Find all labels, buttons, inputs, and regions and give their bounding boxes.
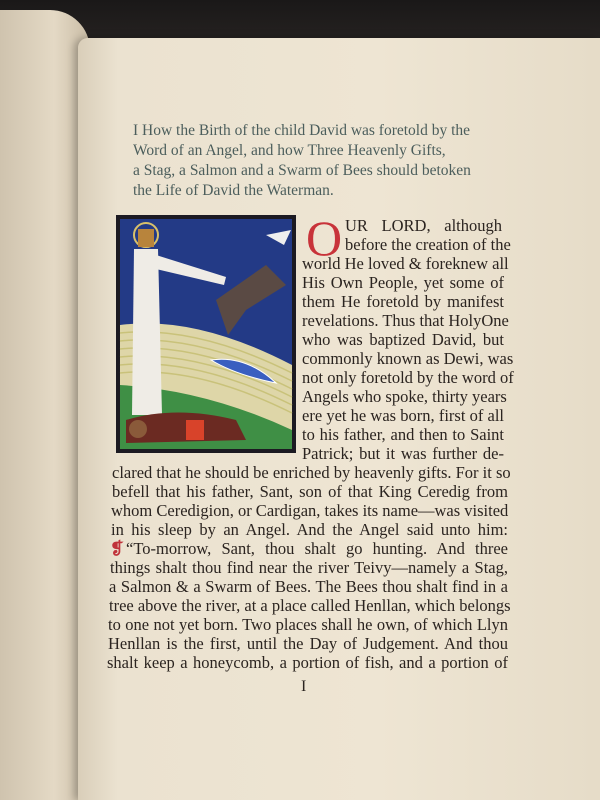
text-line: shalt keep a honeycomb, a portion of fish, and a portion of bbox=[107, 653, 508, 672]
text-line: before the creation of the bbox=[345, 235, 511, 254]
text-line: His Own People, yet some of bbox=[302, 273, 504, 292]
text-line: not only foretold by the word of bbox=[302, 368, 514, 387]
facing-page bbox=[0, 10, 90, 800]
text-line: whom Ceredigion, or Cardigan, takes its name—was visited bbox=[111, 501, 509, 520]
text-line: who was baptized David, but bbox=[302, 330, 504, 349]
heading-line: a Stag, a Salmon and a Swarm of Bees should betoken bbox=[133, 162, 471, 179]
text-line: a Salmon & a Swarm of Bees. The Bees thou shalt find in a bbox=[109, 577, 508, 596]
text-line: world He loved & foreknew all bbox=[302, 254, 509, 273]
text-line: to his father, and then to Saint bbox=[302, 425, 504, 444]
text-line: ere yet he was born, first of all bbox=[302, 406, 504, 425]
heading-line: I How the Birth of the child David was foretold by the bbox=[133, 122, 471, 139]
text-line: clared that he should be enriched by heavenly gifts. For it so bbox=[112, 463, 511, 482]
text-line: to one not yet born. Two places shall he own, of which Llyn bbox=[108, 615, 508, 634]
text-line: tree above the river, at a place called Henllan, which belongs bbox=[109, 596, 511, 615]
text-line: revelations. Thus that HolyOne bbox=[302, 311, 509, 330]
heading-line: Word of an Angel, and how Three Heavenly Gifts, bbox=[133, 142, 446, 159]
text-line: them He foretold by manifest bbox=[302, 292, 504, 311]
text-line: Patrick; but it was further de- bbox=[302, 444, 504, 463]
paragraph-mark: ❡ bbox=[110, 539, 124, 558]
woodcut-illustration bbox=[116, 215, 296, 453]
text-line: things shalt thou find near the river Teivy—namely a Stag, bbox=[110, 558, 508, 577]
text-line: Henllan is the first, until the Day of Judgement. And thou bbox=[108, 634, 508, 653]
text-line: befell that his father, Sant, son of that King Ceredig from bbox=[112, 482, 508, 501]
text-line: UR LORD, although bbox=[345, 216, 502, 235]
text-line: Angels who spoke, thirty years bbox=[302, 387, 507, 406]
text-line: in his sleep by an Angel. And the Angel said unto him: bbox=[111, 520, 508, 539]
text-line: commonly known as Dewi, was bbox=[302, 349, 514, 368]
heading-line: the Life of David the Waterman. bbox=[133, 182, 334, 199]
drop-cap: O bbox=[306, 210, 343, 266]
page-number: I bbox=[301, 678, 307, 695]
text-line: “To-morrow, Sant, thou shalt go hunting. And three bbox=[126, 539, 508, 558]
